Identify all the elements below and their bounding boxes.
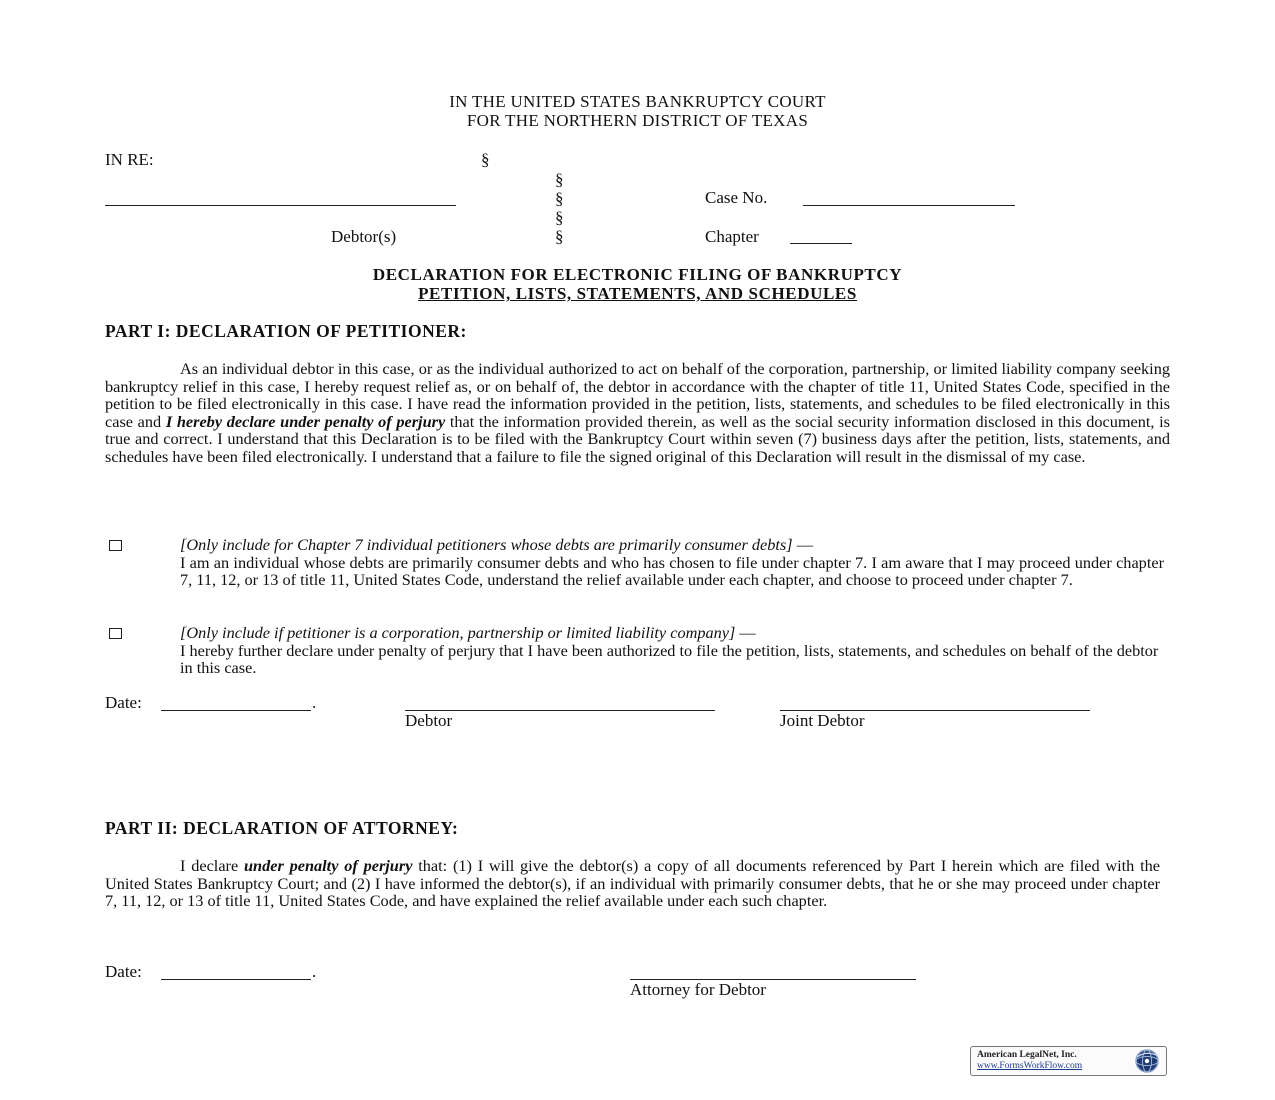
section-symbol: § [555, 170, 564, 189]
publisher-name: American LegalNet, Inc. [977, 1050, 1077, 1060]
part2-date-label: Date: [105, 962, 142, 981]
attorney-signature-label: Attorney for Debtor [630, 980, 766, 999]
chapter7-option-text: I am an individual whose debts are primarily consumer debts and who has chosen to file under chapter 7. I am aware that I may proceed under chapter 7, 11, 12, or 13 of title 11, United States Code, understand the relief available under each chapter, and choose to proceed under chapter 7. [180, 552, 1164, 589]
publisher-url[interactable]: www.FormsWorkFlow.com [977, 1061, 1083, 1071]
chapter-label: Chapter [705, 227, 759, 246]
court-name: IN THE UNITED STATES BANKRUPTCY COURT [449, 92, 826, 111]
debtor-name-line[interactable] [105, 205, 456, 206]
part1-paragraph: As an individual debtor in this case, or as the individual authorized to act on behalf of the corporation, partnership, or limited liability company seeking bankruptcy relief in this case, I hereby request relief as, or on behalf of, the debtor in accordance with the chapter of title 11, United States Code, specified in the petition to be filed electronically in this case. I have read the information provided in the petition, lists, statements, and schedules to be filed electronically in this case and I hereby declare under penalty of perjury that the information provided therein, as well as the social security information disclosed in this document, is true and correct. I understand that this Declaration is to be filed with the Bankruptcy Court within seven (7) business days after the petition, lists, statements, and schedules have been filed electronically. I understand that a failure to file the signed original of this Declaration will result in the dismissal of my case. [105, 359, 1170, 466]
corporation-option-intro: [Only include if petitioner is a corporation, partnership or limited liability company] [180, 623, 736, 642]
corporation-checkbox[interactable] [109, 628, 122, 639]
court-district: FOR THE NORTHERN DISTRICT OF TEXAS [466, 111, 809, 130]
globe-icon [1132, 1048, 1162, 1074]
part1-heading: PART I: DECLARATION OF PETITIONER: [105, 321, 467, 341]
document-title: DECLARATION FOR ELECTRONIC FILING OF BANKRUPTCY [372, 265, 903, 284]
case-number-line[interactable] [803, 205, 1015, 206]
perjury-emphasis: I hereby declare under penalty of perjury [165, 411, 446, 431]
part2-paragraph: I declare under penalty of perjury that: (1) I will give the debtor(s) a copy of all documents referenced by Part I herein which are filed with the United States Bankruptcy Court; and (2) I have informed the debtor(s), if an individual with primarily consumer debts, that he or she may proceed under chapter 7, 11, 12, or 13 of title 11, United States Code, and have explained the relief available under each such chapter. [105, 856, 1160, 910]
publisher-logo[interactable] [970, 1046, 1167, 1076]
attorney-perjury-emphasis: under penalty of perjury [244, 856, 413, 875]
section-symbol: § [555, 227, 564, 246]
section-symbol: § [555, 189, 564, 208]
case-number-label: Case No. [705, 188, 768, 207]
corporation-option: [Only include if petitioner is a corporation, partnership or limited liability company] — I hereby further declare under penalty of perjury that I have been authorized to file the petition, lists, statements, and schedules on behalf of the debtor in this case. [180, 623, 1159, 677]
part2-heading: PART II: DECLARATION OF ATTORNEY: [105, 818, 459, 838]
chapter-line[interactable] [790, 243, 852, 244]
part1-date-label: Date: [105, 693, 142, 712]
in-re-label: IN RE: [105, 150, 154, 169]
debtor-signature-label: Debtor [405, 711, 453, 730]
section-symbol: § [555, 208, 564, 227]
section-symbol: § [481, 150, 490, 169]
corporation-option-text: I hereby further declare under penalty of perjury that I have been authorized to file the petition, lists, statements, and schedules on behalf of the debtor in this case. [180, 640, 1159, 677]
joint-debtor-signature-label: Joint Debtor [780, 711, 865, 730]
debtors-label: Debtor(s) [331, 227, 397, 246]
part2-date-line[interactable] [161, 979, 311, 980]
chapter7-option-intro: [Only include for Chapter 7 individual petitioners whose debts are primarily consumer debts] [180, 535, 793, 554]
part1-date-line[interactable] [161, 710, 311, 711]
document-subtitle: PETITION, LISTS, STATEMENTS, AND SCHEDULES [418, 284, 857, 303]
chapter7-checkbox[interactable] [109, 540, 122, 551]
chapter7-option: [Only include for Chapter 7 individual petitioners whose debts are primarily consumer debts] — I am an individual whose debts are primarily consumer debts and who has chosen to file under chapter 7. I am aware that I may proceed under chapter 7, 11, 12, or 13 of title 11, United States Code, understand the relief available under each chapter, and choose to proceed under chapter 7. [180, 535, 1164, 589]
